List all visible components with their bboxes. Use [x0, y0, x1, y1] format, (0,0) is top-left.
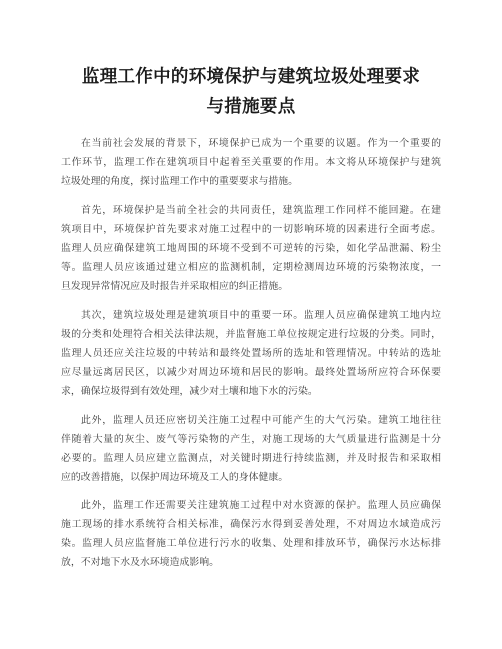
document-title-line-2: 与措施要点 [206, 97, 296, 117]
paragraph-line: 必要的。监理人员应建立监测点，对关键时期进行持续监测，并及时报告和采取相 [61, 453, 441, 465]
paragraph-line: 求，确保垃圾得到有效处理，减少对土壤和地下水的污染。 [61, 386, 318, 398]
paragraph-line: 监理人员还应关注垃圾的中转站和最终处置场所的选址和管理情况。中转站的选址 [61, 348, 441, 360]
paragraph-line: 应尽量远离居民区，以减少对周边环境和居民的影响。最终处置场所应符合环保要 [61, 367, 441, 379]
paragraph-line: 应的改善措施，以保护周边环境及工人的身体健康。 [61, 472, 289, 484]
paragraph-line: 放，不对地下水及水环境造成影响。 [61, 557, 220, 569]
paragraph-water [61, 496, 441, 572]
paragraph-line: 施工现场的排水系统符合相关标准，确保污水得到妥善处理，不对周边水域造成污 [61, 519, 441, 531]
paragraph-line: 筑项目中，环境保护首先要求对施工过程中的一切影响环境的因素进行全面考虑。 [61, 224, 441, 236]
paragraph-line: 工作环节，监理工作在建筑项目中起着至关重要的作用。本文将从环境保护与建筑 [61, 157, 441, 169]
paragraph-intro [61, 134, 441, 191]
paragraph-line: 等。监理人员应该通过建立相应的监测机制，定期检测周边环境的污染物浓度，一 [61, 262, 441, 274]
paragraph-line: 染。监理人员应监督施工单位进行污水的收集、处理和排放环节，确保污水达标排 [61, 538, 441, 550]
paragraph-line: 此外，监理人员还应密切关注施工过程中可能产生的大气污染。建筑工地往往 [81, 415, 441, 426]
paragraph-line: 此外，监理工作还需要关注建筑施工过程中对水资源的保护。监理人员应确保 [81, 500, 441, 511]
paragraph-line: 旦发现异常情况应及时报告并采取相应的纠正措施。 [61, 281, 289, 293]
paragraph-line: 伴随着大量的灰尘、废气等污染物的产生，对施工现场的大气质量进行监测是十分 [61, 434, 441, 446]
paragraph-line: 首先，环境保护是当前全社会的共同责任，建筑监理工作同样不能回避。在建 [81, 205, 441, 216]
paragraph-environment [61, 201, 441, 296]
paragraph-line: 在当前社会发展的背景下，环境保护已成为一个重要的议题。作为一个重要的 [81, 138, 441, 149]
paragraph-air [61, 411, 441, 487]
paragraph-waste [61, 306, 441, 401]
paragraph-line: 其次，建筑垃圾处理是建筑项目中的重要一环。监理人员应确保建筑工地内垃 [81, 310, 441, 321]
paragraph-line: 监理人员应确保建筑工地周围的环境不受到不可逆转的污染，如化学品泄漏、粉尘 [61, 243, 441, 255]
document-title-line-1: 监理工作中的环境保护与建筑垃圾处理要求 [81, 67, 421, 87]
paragraph-line: 圾的分类和处理符合相关法律法规，并监督施工单位按规定进行垃圾的分类。同时， [61, 329, 441, 341]
paragraph-line: 垃圾处理的角度，探讨监理工作中的重要要求与措施。 [61, 176, 299, 188]
